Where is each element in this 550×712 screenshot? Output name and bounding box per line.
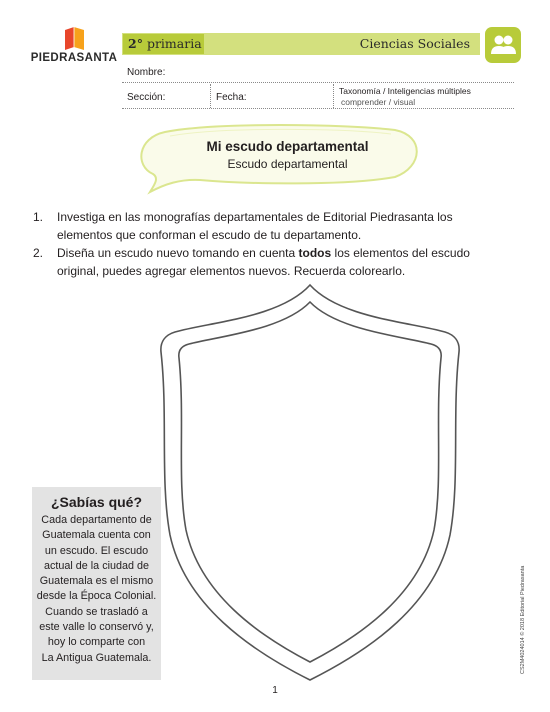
piedrasanta-logo-icon bbox=[62, 26, 88, 52]
nombre-label: Nombre: bbox=[127, 67, 166, 78]
grade-label: 2° primaria bbox=[128, 36, 202, 51]
shield-outline[interactable] bbox=[155, 280, 465, 685]
copyright-note: CS2M4024014 © 2018 Editorial Piedrasanta bbox=[520, 565, 526, 674]
people-badge bbox=[485, 27, 521, 63]
instructions-list bbox=[33, 208, 513, 280]
fecha-label: Fecha: bbox=[216, 92, 247, 103]
page-number: 1 bbox=[272, 685, 278, 696]
seccion-label: Sección: bbox=[127, 92, 166, 103]
brand-name: PIEDRASANTA bbox=[30, 52, 118, 64]
divider bbox=[210, 84, 211, 108]
divider bbox=[333, 84, 334, 108]
fact-title: ¿Sabías qué? bbox=[50, 494, 143, 510]
subject-title: Ciencias Sociales bbox=[359, 36, 470, 51]
nombre-field[interactable] bbox=[122, 82, 514, 83]
fact-text: Cada departamento de Guatemala cuenta con un escudo. El escudo actual de la ciudad de Guatemala es el mismo desde la Época Colonial. Cuando se trasladó a este valle lo conservó y, hoy lo comparte con La Antigua Guatemala. bbox=[36, 514, 157, 664]
instruction-item: 2. Diseña un escudo nuevo tomando en cuenta todos los elementos del escudo original, puedes agregar elementos nuevos. Recuerda colorearlo. bbox=[33, 246, 470, 278]
taxonomy-label: Taxonomía / Inteligencias múltiples bbox=[339, 86, 471, 96]
page-title: Mi escudo departamental bbox=[206, 139, 369, 154]
instruction-item: 1. Investiga en las monografías departamentales de Editorial Piedrasanta los elementos que conforman el escudo de tu departamento. bbox=[33, 210, 453, 242]
page-subtitle: Escudo departamental bbox=[227, 157, 348, 171]
seccion-fecha-field[interactable] bbox=[122, 108, 514, 109]
taxonomy-value: comprender / visual bbox=[341, 97, 416, 107]
people-icon bbox=[485, 27, 521, 63]
